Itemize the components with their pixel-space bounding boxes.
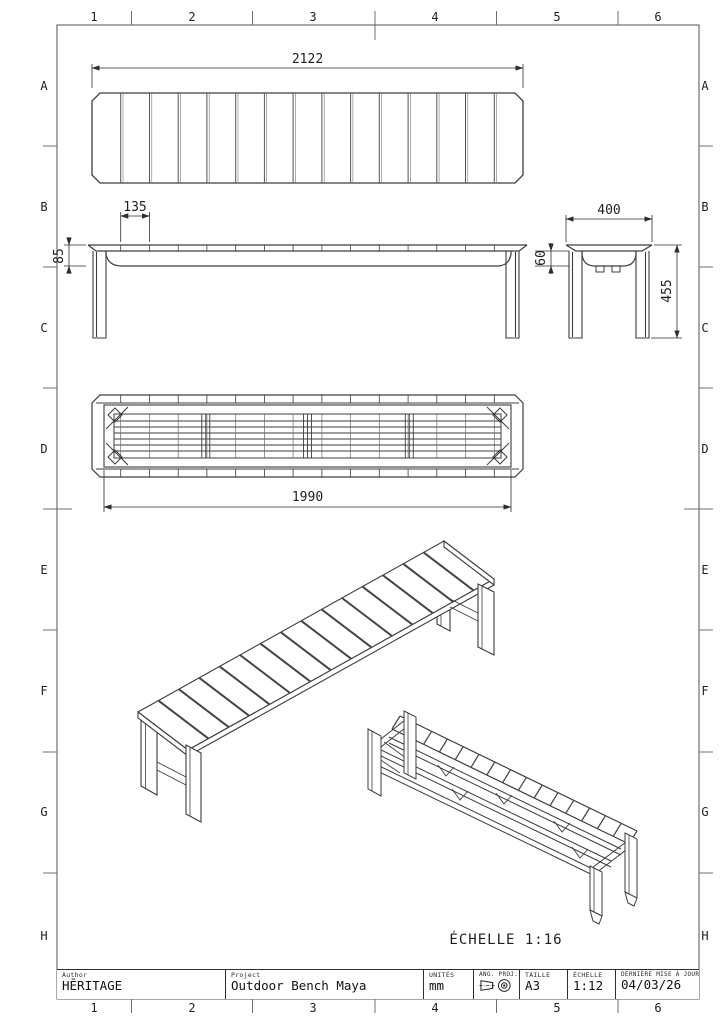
grid-row-label: D <box>40 442 48 456</box>
grid-row-label: H <box>701 929 709 943</box>
title-block-size-cell <box>519 970 567 999</box>
grid-col-label: 4 <box>431 10 439 24</box>
dim-side-height: 455 <box>660 279 675 303</box>
grid-col-label: 3 <box>309 1001 317 1015</box>
sheet-frame <box>57 25 699 999</box>
scale-label: ÉCHELLE <box>573 971 603 979</box>
first-angle-projection-icon <box>479 978 514 993</box>
iso-view-top <box>138 541 494 822</box>
title-block-angproj-cell <box>473 970 519 999</box>
grid-row-label: B <box>701 200 709 214</box>
title-block-author-cell <box>57 970 225 999</box>
project-label: Project <box>231 971 261 979</box>
dim-side-rail: 60 <box>534 250 549 266</box>
grid-col-label: 5 <box>553 1001 561 1015</box>
dim-side-width: 400 <box>597 203 621 218</box>
grid-row-label: B <box>40 200 48 214</box>
grid-row-label: A <box>40 79 48 93</box>
grid-row-label: G <box>40 805 48 819</box>
top-view-dimension <box>92 64 523 88</box>
scale-value: 1:12 <box>573 978 604 993</box>
front-view <box>88 245 527 338</box>
updated-value: 04/03/26 <box>621 977 682 992</box>
grid-col-label: 2 <box>188 10 196 24</box>
side-view <box>566 245 652 338</box>
grid-col-label: 6 <box>654 10 662 24</box>
dim-front-slat: 135 <box>123 200 147 215</box>
grid-row-label: E <box>40 563 48 577</box>
units-value: mm <box>429 978 445 993</box>
grid-col-label: 6 <box>654 1001 662 1015</box>
ruler-ticks <box>43 11 713 1013</box>
grid-row-label: F <box>40 684 48 698</box>
grid-row-label: F <box>701 684 709 698</box>
grid-row-label: A <box>701 79 709 93</box>
author-value: HĒRITAGE <box>62 978 123 993</box>
iso-scale-note: ÉCHELLE 1:16 <box>449 932 563 948</box>
grid-row-label: C <box>40 321 48 335</box>
ang-proj-label: ANG. PROJ. <box>479 971 519 978</box>
grid-col-label: 3 <box>309 10 317 24</box>
title-block <box>57 969 699 999</box>
front-view-dimensions <box>64 212 150 274</box>
title-block-updated-cell <box>615 970 699 999</box>
dim-front-height: 85 <box>52 248 67 264</box>
title-block-project-cell <box>225 970 423 999</box>
grid-row-label: D <box>701 442 709 456</box>
grid-row-label: G <box>701 805 709 819</box>
size-value: A3 <box>525 978 541 993</box>
grid-col-label: 5 <box>553 10 561 24</box>
grid-row-label: H <box>40 929 48 943</box>
title-block-scale-cell <box>567 970 615 999</box>
size-label: TAILLE <box>525 971 551 979</box>
top-view <box>92 93 523 183</box>
project-value: Outdoor Bench Maya <box>231 978 367 993</box>
grid-col-label: 2 <box>188 1001 196 1015</box>
updated-label: DERNIÈRE MISE À JOUR <box>621 971 699 978</box>
grid-col-label: 1 <box>90 10 98 24</box>
dim-bottom-length: 1990 <box>291 490 324 505</box>
side-view-dimensions <box>535 215 682 338</box>
dim-top-length: 2122 <box>291 52 324 67</box>
grid-col-label: 1 <box>90 1001 98 1015</box>
author-label: Author <box>62 971 88 979</box>
grid-labels <box>40 10 709 1015</box>
title-block-units-cell <box>423 970 473 999</box>
iso-view-underside <box>368 711 637 924</box>
grid-row-label: E <box>701 563 709 577</box>
grid-col-label: 4 <box>431 1001 439 1015</box>
units-label: UNITÉS <box>429 971 455 979</box>
bottom-view <box>92 395 523 477</box>
grid-row-label: C <box>701 321 709 335</box>
